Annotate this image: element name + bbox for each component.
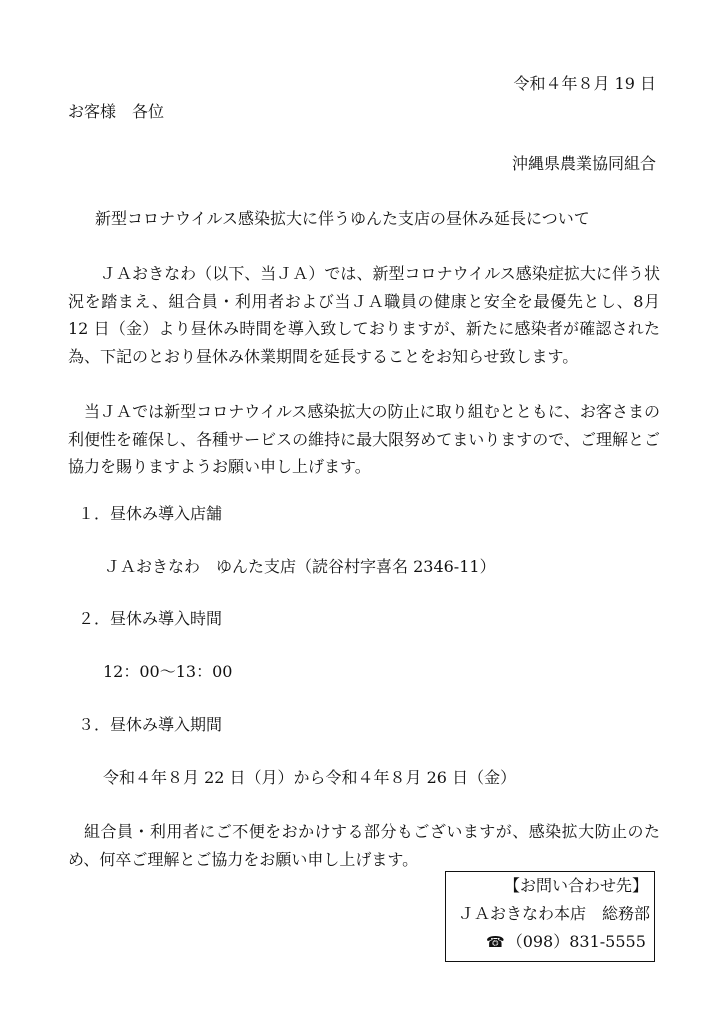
contact-heading: 【お問い合わせ先】	[504, 876, 649, 895]
body-paragraph-1: ＪＡおきなわ（以下、当ＪＡ）では、新型コロナウイルス感染症拡大に伴う状況を踏まえ、組合員・利用者および当ＪＡ職員の健康と安全を最優先とし、8月 12 日（金）より昼休み時間を導入致しておりますが、新たに感染者が確認された為、下記のとおり昼休み休業期間を延長することをお知らせ致します。	[68, 264, 660, 366]
section-heading-period: ３．昼休み導入期間	[78, 715, 223, 734]
section-content-period: 令和４年８月 22 日（月）から令和４年８月 26 日（金）	[103, 768, 517, 787]
section-heading-store: １．昼休み導入店舗	[78, 504, 223, 523]
contact-phone	[486, 934, 646, 950]
telephone-icon: ☎	[486, 933, 505, 951]
section-content-store: ＪＡおきなわ ゆんた支店（読谷村字喜名 2346-11）	[104, 557, 496, 576]
notice-title: 新型コロナウイルス感染拡大に伴うゆんた支店の昼休み延長について	[95, 209, 590, 228]
body-paragraph-2: 当ＪＡでは新型コロナウイルス感染拡大の防止に取り組むとともに、お客さまの利便性を確保し、各種サービスの維持に最大限努めてまいりますので、ご理解とご協力を賜りますようお願い申し上げます。	[68, 402, 660, 476]
contact-phone-number: （098）831-5555	[506, 932, 646, 951]
notice-date: 令和４年８月 19 日	[513, 74, 656, 93]
contact-box	[445, 871, 655, 962]
section-heading-time: ２．昼休み導入時間	[78, 609, 223, 628]
contact-department: ＪＡおきなわ本店 総務部	[458, 904, 651, 923]
issuer-name: 沖縄県農業協同組合	[511, 154, 656, 173]
addressee: お客様 各位	[68, 102, 165, 121]
section-content-time: 12：00～13：00	[103, 662, 233, 681]
closing-paragraph: 組合員・利用者にご不便をおかけする部分もございますが、感染拡大防止のため、何卒ご理解とご協力をお願い申し上げます。	[68, 822, 660, 869]
